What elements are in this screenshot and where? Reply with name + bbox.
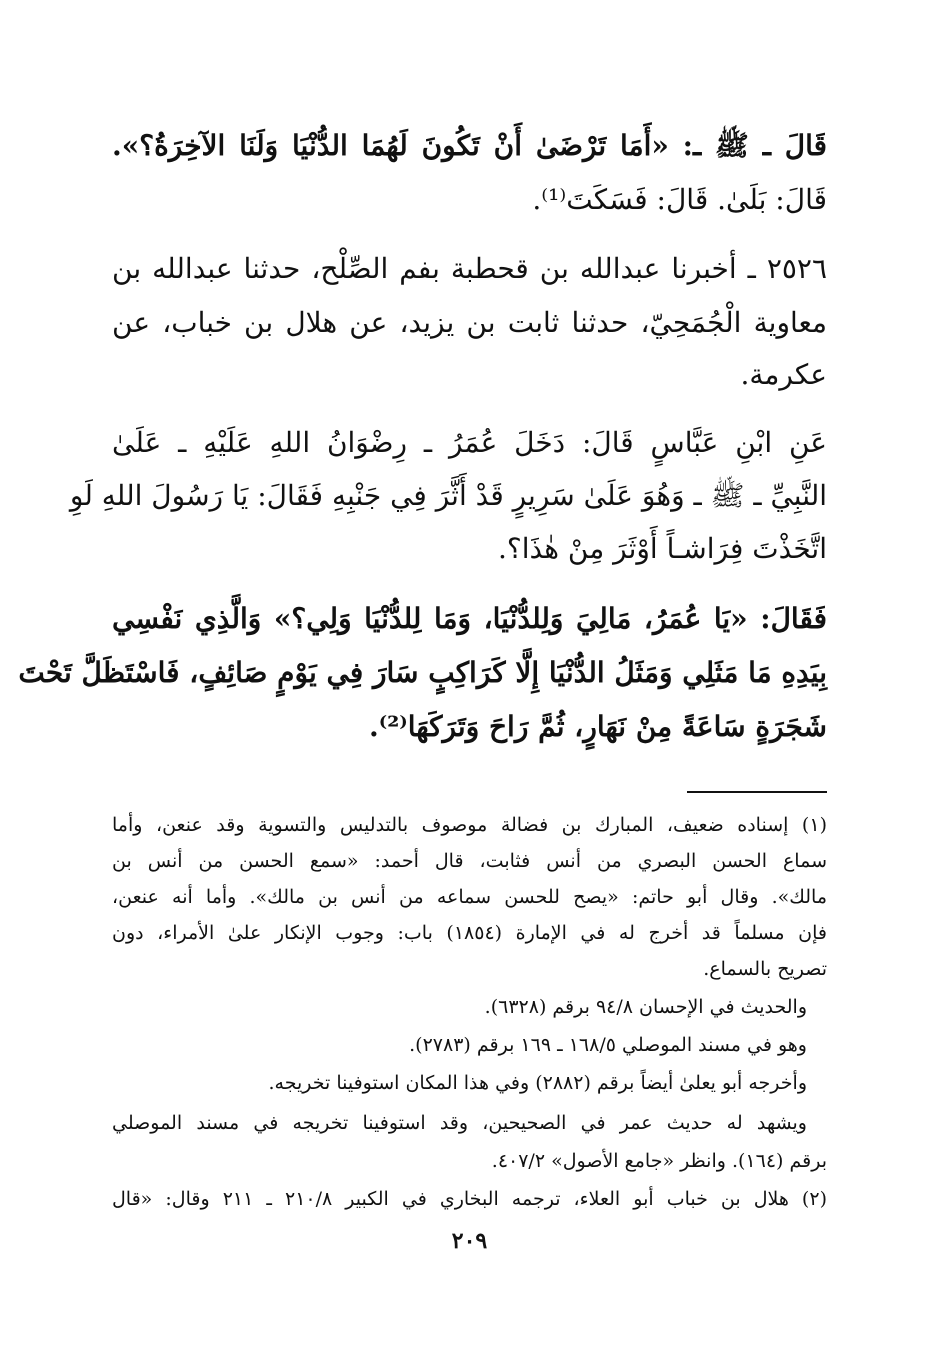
footnote-1-line: فإن مسلماً قد أخرج له في الإمارة (١٨٥٤) باب: وجوب الإنكار علىٰ الأمراء، دون bbox=[112, 922, 828, 944]
footnote-divider bbox=[687, 791, 827, 793]
footnote-1-line: وهو في مسند الموصلي ١٦٨/٥ ـ ١٦٩ برقم (٢٧٨٣). bbox=[409, 1034, 807, 1056]
isnad-line: معاوية الْجُمَحِيّ، حدثنا ثابت بن يزيد، عن هلال بن خباب، عن bbox=[112, 306, 827, 339]
footnote-1-line: برقم (١٦٤). وانظر «جامع الأصول» ٤٠٧/٢. bbox=[491, 1150, 827, 1172]
isnad-line: عكرمة. bbox=[740, 358, 827, 391]
prophet-saying-line: بِيَدِهِ مَا مَثَلِي وَمَثَلُ الدُّنْيَا إِلَّا كَرَاكِبٍ سَارَ فِي يَوْمٍ صَائِفٍ، فَاسْتَظَلَّ تَحْتَ bbox=[18, 656, 827, 689]
footnote-1-line: والحديث في الإحسان ٩٤/٨ برقم (٦٣٢٨). bbox=[484, 996, 807, 1018]
footnote-1-line: سماع الحسن البصري من أنس فثابت، قال أحمد: «سمع الحسن من أنس بن bbox=[112, 850, 827, 872]
footnote-1-line: ويشهد له حديث عمر في الصحيحين، وقد استوفينا تخريجه في مسند الموصلي bbox=[112, 1112, 807, 1134]
prophet-saying-line: فَقَالَ: «يَا عُمَرُ، مَالِيَ وَلِلدُّنْيَا، وَمَا لِلدُّنْيَا وَلِي؟» وَالَّذِي نَفْسِي bbox=[112, 602, 827, 635]
narration-line: عَنِ ابْنِ عَبَّاسٍ قَالَ: دَخَلَ عُمَرُ ـ رِضْوَانُ اللهِ عَلَيْهِ ـ عَلَىٰ bbox=[112, 426, 827, 459]
prophet-saying-line: شَجَرَةٍ سَاعَةً مِنْ نَهَارٍ، ثُمَّ رَاحَ وَتَرَكَهَا⁽²⁾. bbox=[369, 710, 827, 743]
page-number: ٢٠٩ bbox=[451, 1228, 488, 1254]
hadith-closing-line-2: قَالَ: بَلَىٰ. قَالَ: فَسَكَتَ⁽¹⁾. bbox=[532, 183, 827, 216]
narration-line: النَّبِيِّ ـ ﷺ ـ وَهُوَ عَلَىٰ سَرِيرٍ قَدْ أَثَّرَ فِي جَنْبِهِ فَقَالَ: يَا رَسُولَ اللهِ لَوِ bbox=[69, 479, 827, 512]
isnad-line: ٢٥٢٦ ـ أخبرنا عبدالله بن قحطبة بفم الصِّلْح، حدثنا عبدالله بن bbox=[112, 252, 827, 285]
footnote-1-line: (١) إسناده ضعيف، المبارك بن فضالة موصوف بالتدليس والتسوية وقد عنعن، وأما bbox=[112, 814, 827, 836]
footnote-1-line: وأخرجه أبو يعلىٰ أيضاً برقم (٢٨٨٢) وفي هذا المكان استوفينا تخريجه. bbox=[268, 1072, 807, 1094]
narration-line: اتَّخَذْتَ فِرَاشـاً أَوْثَرَ مِنْ هٰذَا؟. bbox=[498, 532, 827, 565]
footnote-1-line: تصريح بالسماع. bbox=[703, 958, 827, 980]
footnote-1-line: مالك». وقال أبو حاتم: «يصح للحسن سماعه من أنس بن مالك». وأما أنه عنعن، bbox=[112, 886, 827, 908]
footnote-2-line: (٢) هلال بن خباب أبو العلاء، ترجمه البخاري في الكبير ٢١٠/٨ ـ ٢١١ وقال: «قال bbox=[112, 1188, 827, 1210]
hadith-closing-line: قَالَ ـ ﷺ ـ: «أَمَا تَرْضَىٰ أَنْ تَكُونَ لَهُمَا الدُّنْيَا وَلَنَا الآخِرَةُ؟». bbox=[112, 129, 827, 162]
